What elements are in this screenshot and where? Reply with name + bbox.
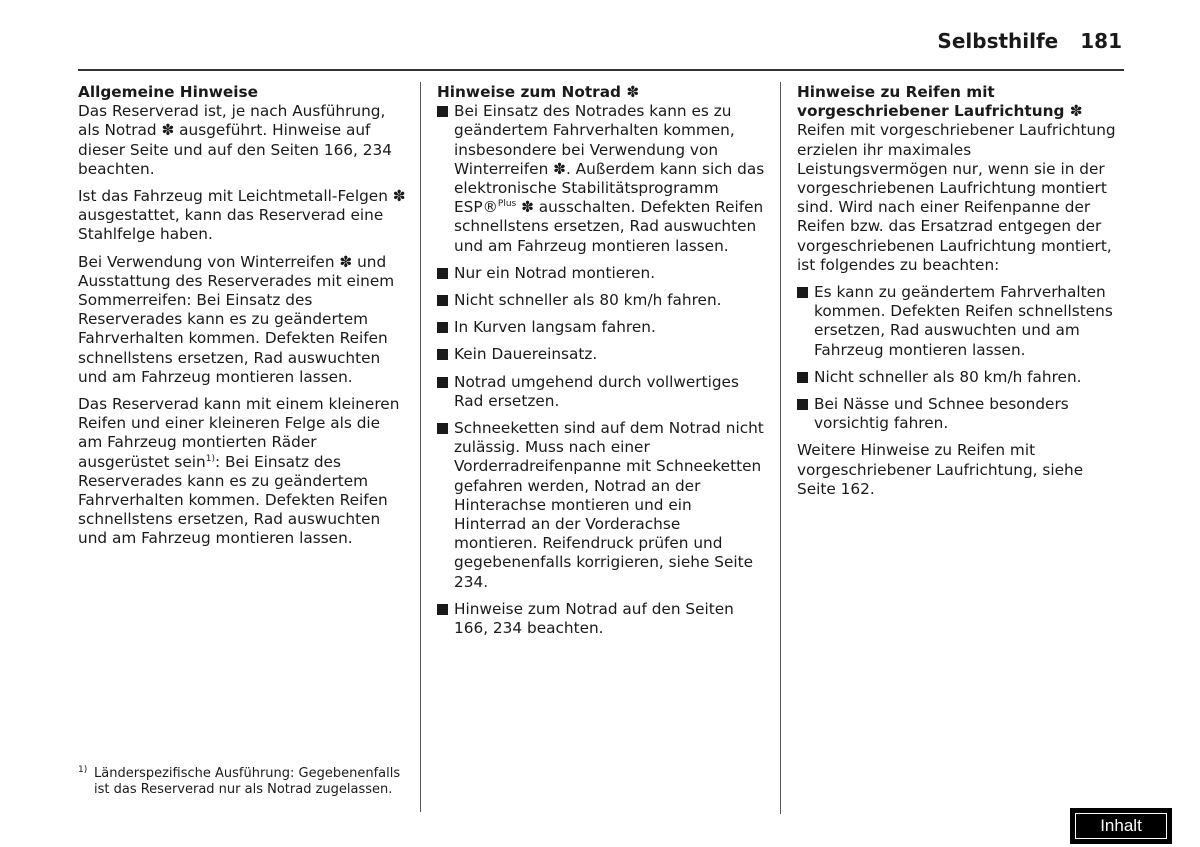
square-bullet-icon <box>437 604 448 615</box>
square-bullet-icon <box>797 287 808 298</box>
list-item <box>797 283 1125 360</box>
page-number: 181 <box>1080 29 1122 53</box>
list-item <box>437 318 767 337</box>
list-item-text: In Kurven langsam fahren. <box>454 318 656 337</box>
list-item <box>437 419 767 592</box>
column-general-notes <box>78 83 406 557</box>
contents-button-label[interactable]: Inhalt <box>1075 813 1167 839</box>
paragraph: Das Reserverad ist, je nach Ausführung, als Notrad ✽ ausgeführt. Hinweise auf dieser Seite und auf den Seiten 166, 234 beachten. <box>78 102 392 178</box>
list-item <box>797 395 1125 433</box>
list-item <box>437 291 767 310</box>
list-item <box>437 264 767 283</box>
square-bullet-icon <box>437 106 448 117</box>
header-rule <box>78 69 1124 71</box>
list-item-text: Bei Nässe und Schnee besonders vorsichtig fahren. <box>814 395 1069 433</box>
footnote-text: Länderspezifische Ausführung: Gegebenenfalls ist das Reserverad nur als Notrad zugelassen. <box>94 766 401 797</box>
column-directional-tyres <box>797 83 1125 507</box>
list-item <box>437 373 767 411</box>
list-item-text: Nicht schneller als 80 km/h fahren. <box>814 367 1082 386</box>
list-item-text: Schneeketten sind auf dem Notrad nicht zulässig. Muss nach einer Vorderradreifenpanne mit Schneeketten gefahren werden, Notrad an der Hinterachse montieren und ein Hinterrad an der Vorderachse montieren. Reifendruck prüfen und gegebenenfalls korrigieren, siehe Seite 234. <box>454 419 764 591</box>
paragraph: Bei Verwendung von Winterreifen ✽ und Ausstattung des Reserverades mit einem Sommerreifen: Bei Einsatz des Reserverades kann es zu geändertem Fahrverhalten kommen. Defekten Reifen schnellstens ersetzen, Rad auswuchten und am Fahrzeug montieren lassen. <box>78 252 395 386</box>
square-bullet-icon <box>437 423 448 434</box>
column-spare-wheel-notes <box>437 83 767 646</box>
paragraph <box>78 395 406 549</box>
page-header <box>937 29 1122 53</box>
list-item <box>437 102 767 256</box>
list-item-text: Hinweise zum Notrad auf den Seiten 166, 234 beachten. <box>454 599 734 638</box>
list-item-text: Bei Einsatz des Notrades kann es zu geändertem Fahrverhalten kommen, insbesondere bei Verwendung von Winterreifen ✽. Außerdem kann sich das elektronische Stabilitätsprogramm ESP® <box>454 102 765 217</box>
column-divider <box>420 82 421 812</box>
list-item-text: ✽ ausschalten. Defekten Reifen schnellstens ersetzen, Rad auswuchten und am Fahrzeug montieren lassen. <box>454 198 764 255</box>
list-item-text: Kein Dauereinsatz. <box>454 345 598 364</box>
square-bullet-icon <box>437 322 448 333</box>
section-heading: Allgemeine Hinweise <box>78 83 258 101</box>
list-item <box>437 345 767 364</box>
list-item-text: Notrad umgehend durch vollwertiges Rad ersetzen. <box>454 372 739 410</box>
section-title: Selbsthilfe <box>937 29 1059 53</box>
column-divider <box>780 82 781 814</box>
paragraph-text: Das Reserverad kann mit einem kleineren Reifen und einer kleineren Felge als die am Fahrzeug montierten Räder ausgerüstet sein <box>78 395 400 471</box>
square-bullet-icon <box>437 268 448 279</box>
paragraph: Ist das Fahrzeug mit Leichtmetall-Felgen ✽ ausgestattet, kann das Reserverad eine Stahlfelge haben. <box>78 187 406 244</box>
square-bullet-icon <box>437 349 448 360</box>
square-bullet-icon <box>437 295 448 306</box>
list-item-text: Nicht schneller als 80 km/h fahren. <box>454 291 722 310</box>
square-bullet-icon <box>797 372 808 383</box>
list-item <box>437 600 767 638</box>
footnote-reference[interactable]: 1) <box>205 453 215 464</box>
paragraph: Reifen mit vorgeschriebener Laufrichtung erzielen ihr maximales Leistungsvermögen nur, wenn sie in der vorgeschriebenen Laufrichtung montiert sind. Wird nach einer Reifenpanne der Reifen bzw. das Ersatzrad entgegen der vorgeschriebenen Laufrichtung montiert, ist folgendes zu beachten: <box>797 121 1116 274</box>
square-bullet-icon <box>437 377 448 388</box>
paragraph: Weitere Hinweise zu Reifen mit vorgeschriebener Laufrichtung, siehe Seite 162. <box>797 441 1084 498</box>
superscript: Plus <box>497 199 517 210</box>
footnote <box>78 766 408 797</box>
contents-button[interactable] <box>1070 808 1172 844</box>
list-item-text: Es kann zu geändertem Fahrverhalten kommen. Defekten Reifen schnellstens ersetzen, Rad auswuchten und am Fahrzeug montieren lassen. <box>814 283 1113 359</box>
square-bullet-icon <box>797 399 808 410</box>
section-heading: Hinweise zum Notrad ✽ <box>437 83 640 101</box>
footnote-mark: 1) <box>78 765 88 775</box>
list-item-text: Nur ein Notrad montieren. <box>454 263 656 282</box>
section-heading: Hinweise zu Reifen mit vorgeschriebener Laufrichtung ✽ <box>797 83 1083 121</box>
paragraph-text: : Bei Einsatz des Reserverades kann es zu geändertem Fahrverhalten kommen. Defekten Reifen schnellstens ersetzen, Rad auswuchten und am Fahrzeug montieren lassen. <box>78 452 388 548</box>
list-item <box>797 368 1125 387</box>
